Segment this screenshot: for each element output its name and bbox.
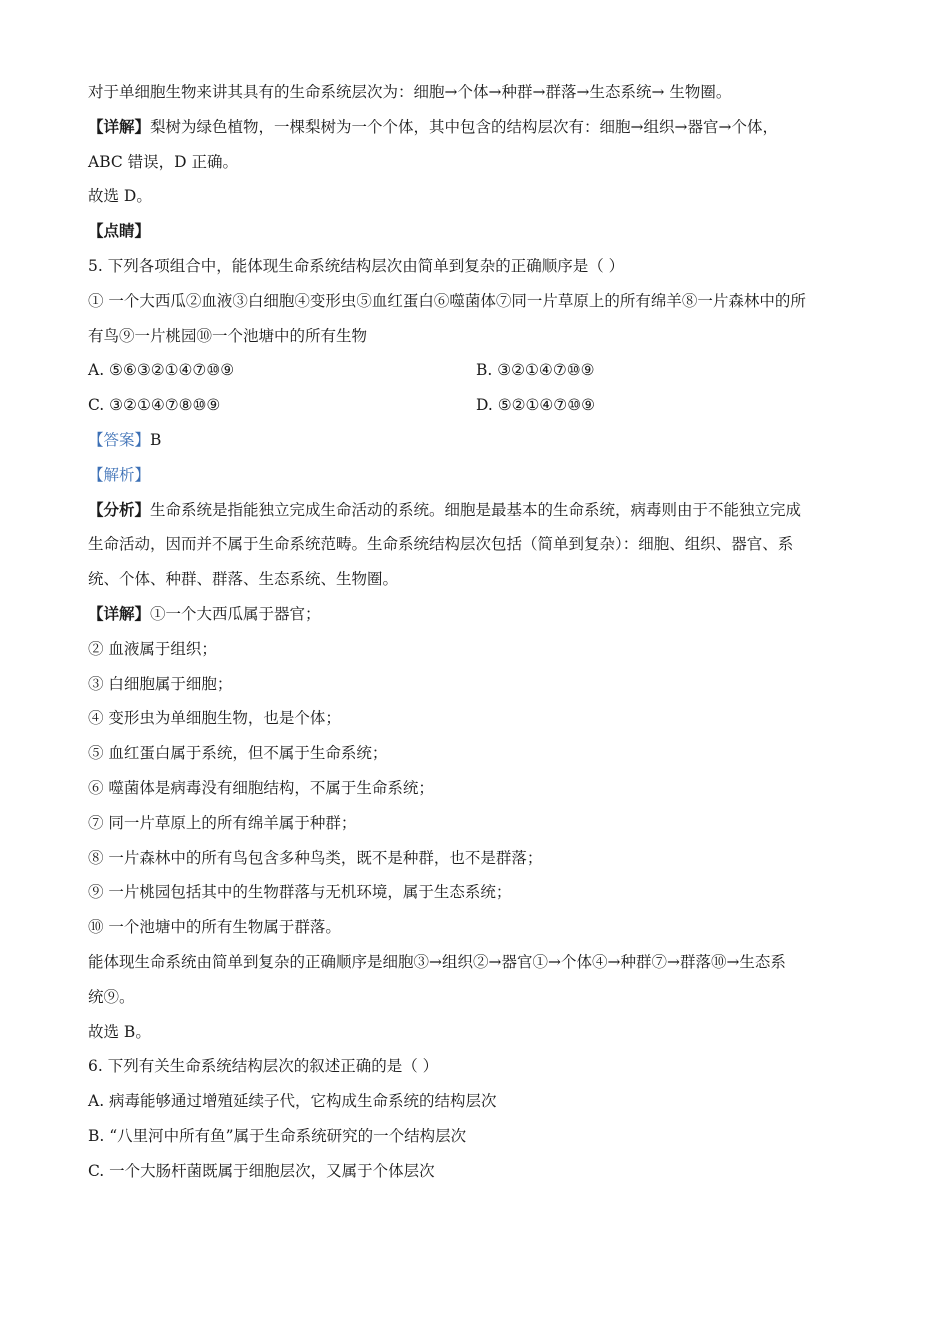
analysis-tag: 【解析】 — [88, 465, 151, 484]
answer-line — [88, 426, 868, 461]
section-tag: 【详解】 — [88, 603, 151, 623]
text-line: 统⑨。 — [88, 987, 135, 1006]
text-line: ABC 错误，D 正确。 — [88, 152, 239, 171]
answer-tag: 【答案】 — [88, 430, 151, 449]
question-5-items: 有鸟⑨一片桃园⑩一个池塘中的所有生物 — [88, 326, 368, 345]
text-line: 生命活动，因而并不属于生命系统范畴。生命系统结构层次包括（简单到复杂）：细胞、组织、器官、系 — [88, 535, 794, 554]
text-line: 能体现生命系统由简单到复杂的正确顺序是细胞③→组织②→器官①→个体④→种群⑦→群落⑩→生态系 — [88, 952, 786, 971]
text-line: 对于单细胞生物来讲其具有的生命系统层次为：细胞→个体→种群→群落→生态系统→ 生物圈。 — [88, 83, 732, 101]
detail-line: ⑥ 噬菌体是病毒没有细胞结构，不属于生命系统； — [88, 778, 434, 797]
text-line — [88, 600, 868, 635]
text-line — [88, 496, 868, 531]
option-b: B. “八里河中所有鱼”属于生命系统研究的一个结构层次 — [88, 1126, 467, 1145]
document-content — [88, 78, 868, 1192]
option-d: D. ⑤②①④⑦⑩⑨ — [476, 396, 595, 415]
detail-line: ⑦ 同一片草原上的所有绵羊属于种群； — [88, 813, 357, 832]
section-tag: 【详解】 — [88, 116, 151, 136]
detail-line: ② 血液属于组织； — [88, 639, 217, 658]
option-row — [88, 356, 868, 391]
text-line: 故选 D。 — [88, 187, 152, 206]
text-line: 故选 B。 — [88, 1022, 151, 1041]
text-line — [88, 113, 868, 148]
section-tag: 【点睛】 — [88, 221, 151, 241]
question-5-stem: 5. 下列各项组合中，能体现生命系统结构层次由简单到复杂的正确顺序是（ ） — [88, 256, 625, 275]
text-span: ①一个大西瓜属于器官； — [150, 604, 321, 623]
detail-line: ⑨ 一片桃园包括其中的生物群落与无机环境，属于生态系统； — [88, 883, 512, 902]
detail-line: ⑧ 一片森林中的所有鸟包含多种鸟类，既不是种群，也不是群落； — [88, 848, 543, 867]
text-line: 统、个体、种群、群落、生态系统、生物圈。 — [88, 570, 399, 589]
text-span: 梨树为绿色植物，一棵梨树为一个个体，其中包含的结构层次有：细胞→组织→器官→个体， — [150, 117, 778, 136]
option-b: B. ③②①④⑦⑩⑨ — [476, 361, 595, 380]
option-c: C. ③②①④⑦⑧⑩⑨ — [88, 396, 221, 415]
question-5-items: ① 一个大西瓜②血液③白细胞④变形虫⑤血红蛋白⑥噬菌体⑦同一片草原上的所有绵羊⑧一片森林中的所 — [88, 291, 806, 310]
text-span: 生命系统是指能独立完成生命活动的系统。细胞是最基本的生命系统，病毒则由于不能独立完成 — [150, 500, 802, 519]
detail-line: ⑩ 一个池塘中的所有生物属于群落。 — [88, 918, 341, 937]
question-6-stem: 6. 下列有关生命系统结构层次的叙述正确的是（ ） — [88, 1057, 439, 1076]
detail-line: ③ 白细胞属于细胞； — [88, 674, 233, 693]
option-a: A. 病毒能够通过增殖延续子代，它构成生命系统的结构层次 — [88, 1092, 497, 1111]
answer-value: B — [150, 430, 162, 449]
option-c: C. 一个大肠杆菌既属于细胞层次，又属于个体层次 — [88, 1161, 435, 1180]
option-row — [88, 391, 868, 426]
section-tag: 【分析】 — [88, 499, 151, 519]
detail-line: ④ 变形虫为单细胞生物，也是个体； — [88, 709, 341, 728]
option-a: A. ⑤⑥③②①④⑦⑩⑨ — [88, 361, 235, 380]
detail-line: ⑤ 血红蛋白属于系统，但不属于生命系统； — [88, 744, 388, 763]
